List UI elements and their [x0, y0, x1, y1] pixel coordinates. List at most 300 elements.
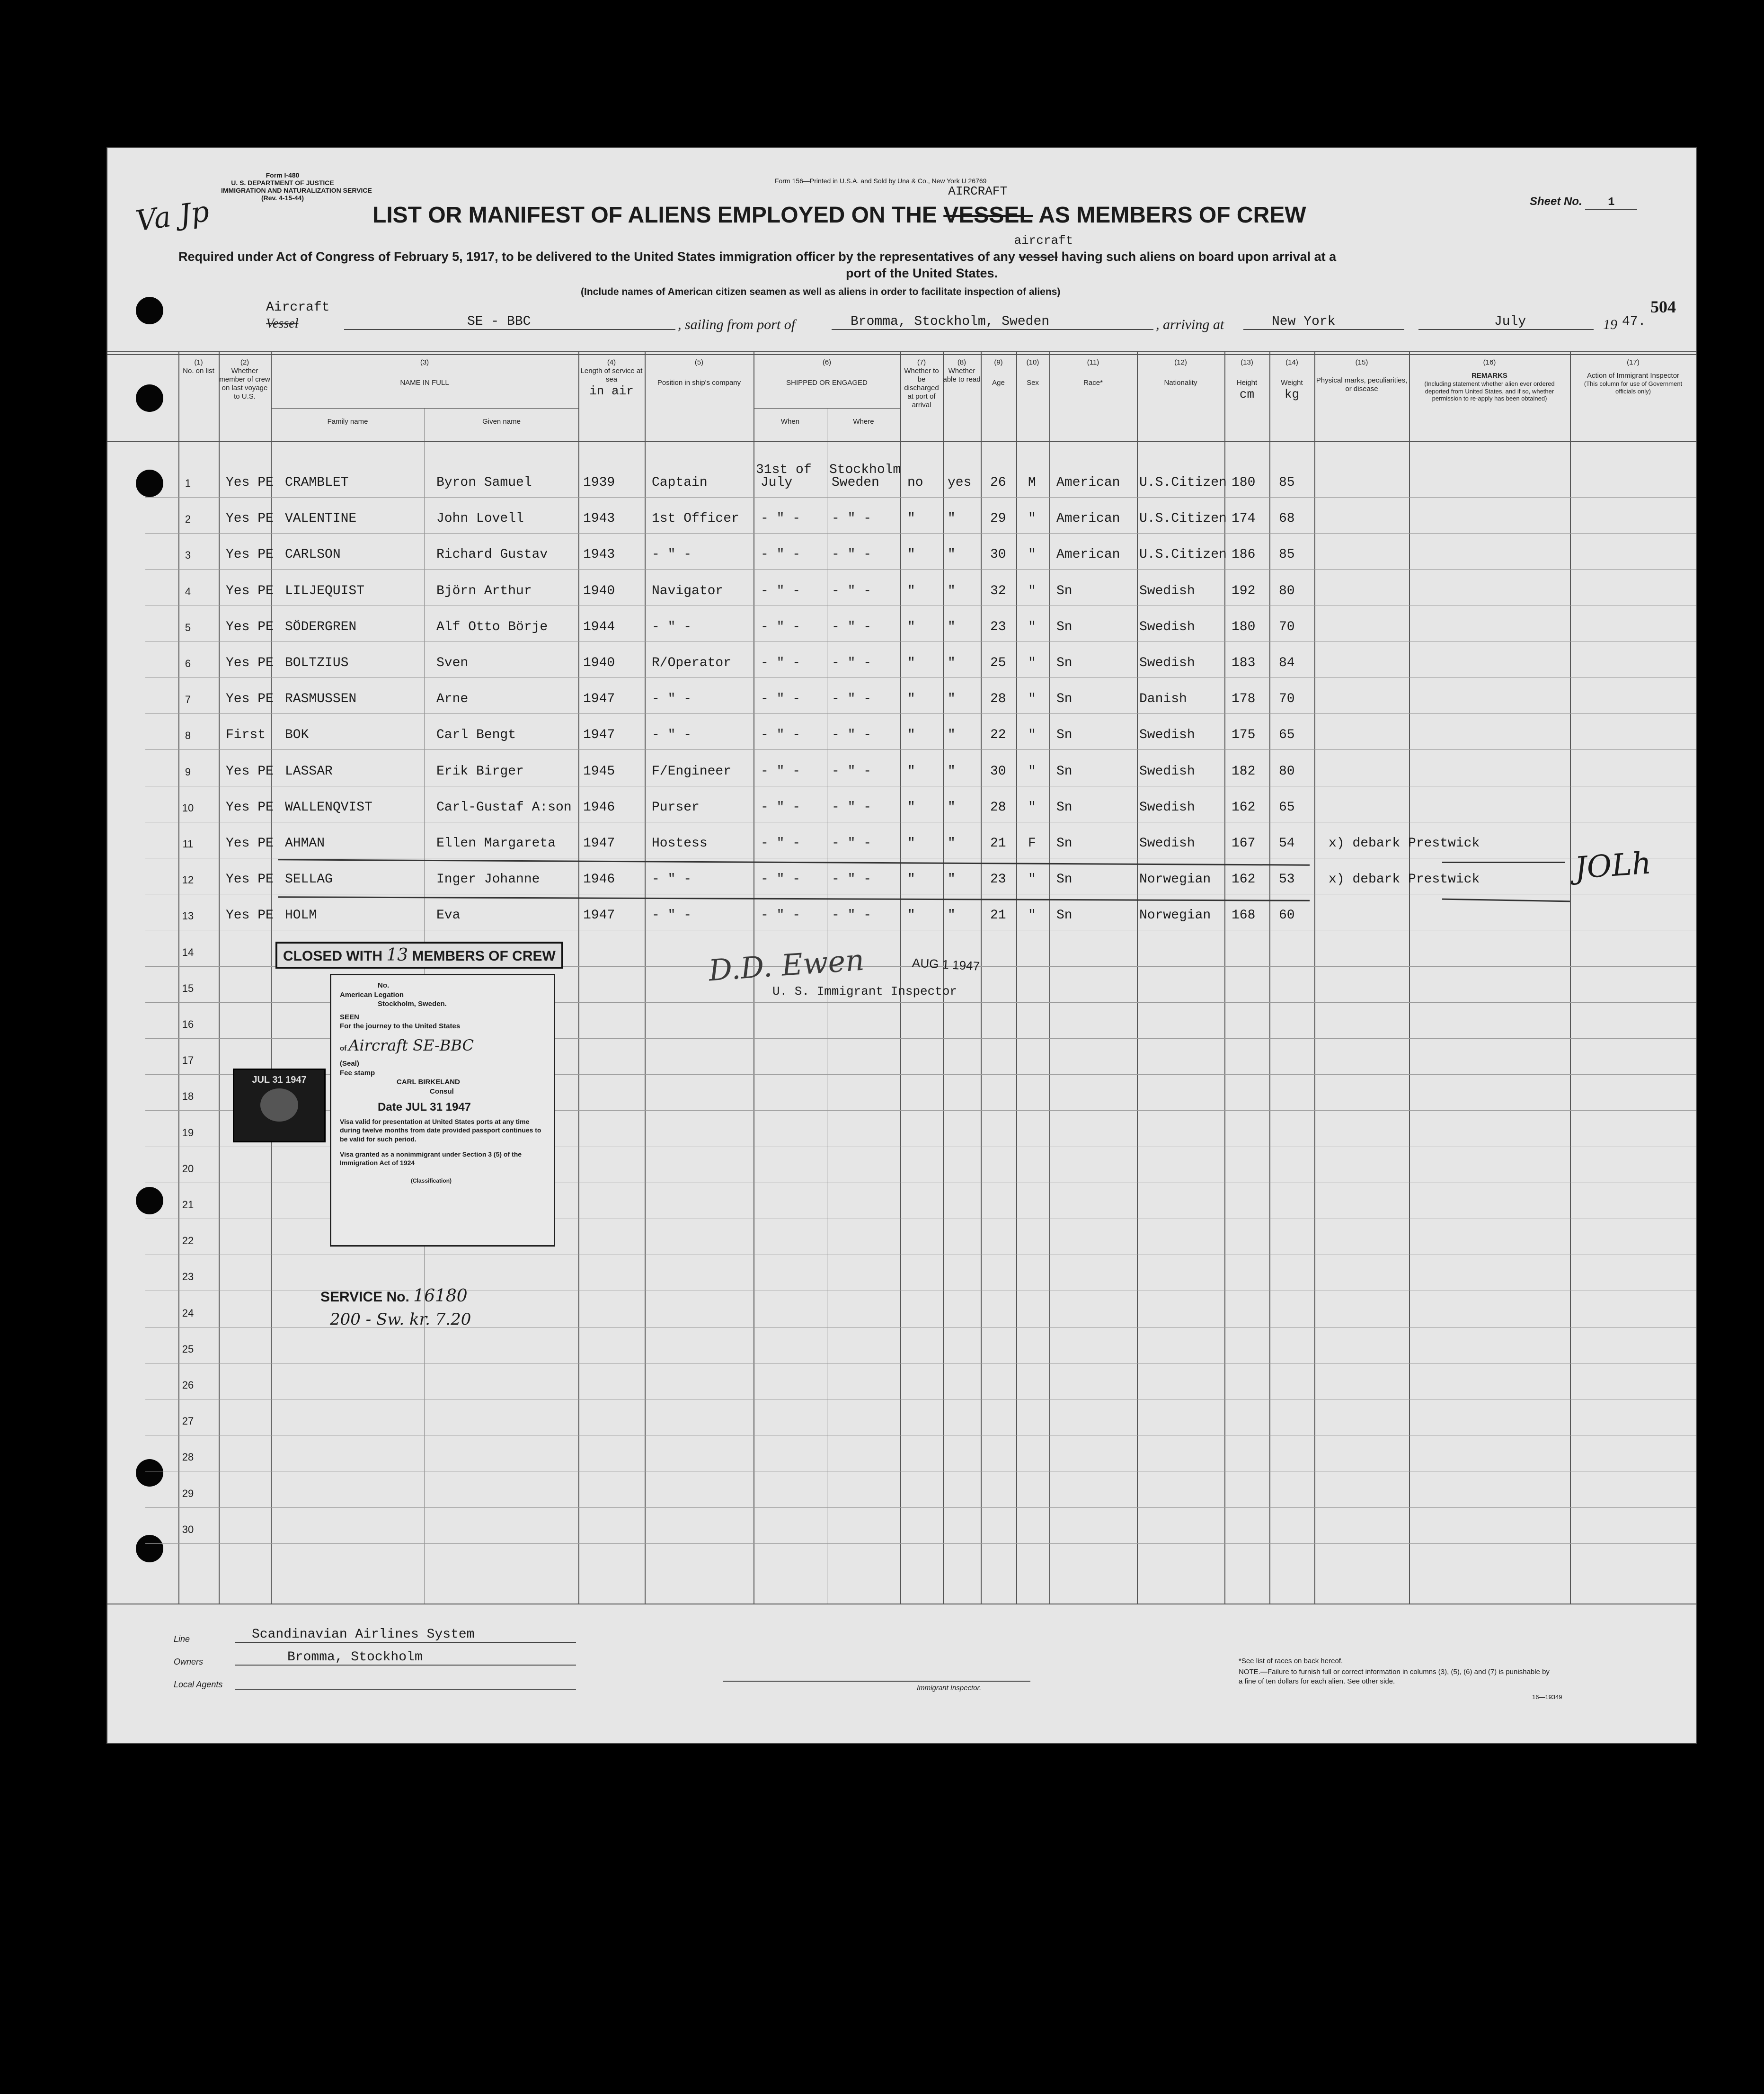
title-pre: LIST OR MANIFEST OF ALIENS EMPLOYED ON THE — [372, 203, 937, 228]
cell-position: Captain — [652, 475, 708, 490]
cell-discharge: " — [907, 764, 915, 779]
row-number: 2 — [185, 513, 191, 526]
row-number: 6 — [185, 658, 191, 669]
subtitle-text-b: having such aliens on board upon arrival at a — [1061, 249, 1337, 264]
col-line — [900, 351, 901, 1604]
subtitle-line-1 — [178, 233, 1337, 264]
col-head-8: (8) Whether able to read — [943, 358, 981, 383]
visa-seal: (Seal) — [340, 1060, 359, 1068]
col-line — [1016, 351, 1017, 1604]
cell-nationality: Swedish — [1139, 728, 1195, 743]
cell-sex: " — [1028, 583, 1036, 598]
cell-position: Hostess — [652, 836, 708, 851]
visa-no: No. — [378, 981, 390, 989]
fee-stamp — [233, 1069, 326, 1142]
cell-position: - " - — [652, 728, 692, 743]
cell-race: Sn — [1056, 728, 1073, 743]
row-number: 21 — [182, 1199, 194, 1211]
cell-height: 192 — [1232, 583, 1256, 598]
row-number: 29 — [182, 1487, 194, 1499]
cell-read: yes — [948, 475, 972, 490]
manifest-sheet — [106, 147, 1697, 1744]
cell-race: Sn — [1056, 656, 1073, 670]
col-head-4: (4) Length of service at sea in air — [580, 358, 643, 398]
cell-sex: F — [1028, 836, 1036, 851]
strike-remark-12 — [1442, 899, 1570, 902]
col-head-6-when: When — [780, 418, 800, 426]
cell-prev: Yes PE — [226, 656, 274, 670]
cell-prev: Yes PE — [226, 836, 274, 851]
footer-race-note: *See list of races on back hereof. — [1239, 1657, 1343, 1665]
col-head-6: (6) SHIPPED OR ENGAGED — [786, 358, 868, 387]
cell-where: Sweden — [832, 475, 879, 490]
cell-weight: 70 — [1279, 692, 1295, 707]
row-number: 22 — [182, 1235, 194, 1247]
cell-where: - " - — [832, 908, 872, 923]
row-rule — [145, 1543, 1696, 1544]
strike-row-11 — [278, 859, 1310, 865]
cell-where: - " - — [832, 547, 872, 562]
row-number: 30 — [182, 1523, 194, 1535]
cell-weight: 54 — [1279, 836, 1295, 851]
cell-when: - " - — [761, 728, 801, 743]
cell-remarks: x) debark Prestwick — [1329, 836, 1480, 851]
cell-when: - " - — [761, 764, 801, 779]
service-label: SERVICE No. — [320, 1289, 409, 1305]
vessel-label-insert: Aircraft — [266, 300, 330, 315]
col-line — [1409, 351, 1410, 1604]
cell-discharge: " — [907, 692, 915, 707]
col-head-9: (9) Age — [992, 358, 1005, 387]
row-rule — [145, 713, 1696, 714]
cell-when: - " - — [761, 656, 801, 670]
col-head-2: (2) Whether member of crew on last voyage to U.S. — [219, 358, 270, 401]
cell-read: " — [948, 728, 956, 743]
cell-position: F/Engineer — [652, 764, 732, 779]
title-insert-word: AIRCRAFT — [948, 184, 1008, 198]
cell-position: - " - — [652, 692, 692, 707]
visa-of: of — [340, 1044, 347, 1052]
arrival-month: July — [1418, 314, 1594, 330]
footer-owners-label: Owners — [174, 1657, 204, 1666]
cell-where: - " - — [832, 836, 872, 851]
row-number: 5 — [185, 621, 191, 633]
cell-discharge: " — [907, 836, 915, 851]
form-id-block — [221, 171, 372, 202]
cell-race: Sn — [1056, 872, 1073, 887]
col-head-13: (13) Height cm — [1236, 358, 1258, 401]
cell-position: - " - — [652, 619, 692, 634]
cell-where: - " - — [832, 692, 872, 707]
col-head-6-where: Where — [853, 418, 874, 426]
cell-given: Carl-Gustaf A:son — [436, 800, 572, 815]
cell-weight: 84 — [1279, 656, 1295, 670]
visa-date-value: JUL 31 1947 — [405, 1101, 471, 1114]
row-rule — [145, 1507, 1696, 1508]
row-number: 28 — [182, 1451, 194, 1463]
port-from: Bromma, Stockholm, Sweden — [832, 314, 1153, 330]
cell-age: 21 — [990, 836, 1006, 851]
cell-service: 1944 — [583, 619, 615, 634]
row-number: 20 — [182, 1162, 194, 1175]
visa-city: Stockholm, Sweden. — [378, 1000, 447, 1008]
cell-service: 1940 — [583, 656, 615, 670]
title-vessel-struck — [943, 184, 1033, 228]
sailing-label: , sailing from port of — [678, 317, 796, 332]
footer-penalty-note: NOTE.—Failure to furnish full or correct information in columns (3), (5), (6) and (7) is punishable by a fine of ten dollars for each alien. See other side. — [1239, 1668, 1550, 1685]
service-name: IMMIGRATION AND NATURALIZATION SERVICE — [221, 187, 372, 195]
cell-age: 22 — [990, 728, 1006, 743]
cell-prev: Yes PE — [226, 547, 274, 562]
cell-age: 28 — [990, 692, 1006, 707]
punch-hole — [136, 297, 163, 324]
cell-when: - " - — [761, 800, 801, 815]
footer-line-label: Line — [174, 1634, 190, 1644]
cell-race: American — [1056, 475, 1120, 490]
cell-age: 23 — [990, 872, 1006, 887]
sheet-value: 1 — [1585, 196, 1637, 210]
cell-discharge: " — [907, 511, 915, 526]
cell-height: 168 — [1232, 908, 1256, 923]
footer-agents-label: Local Agents — [174, 1680, 223, 1689]
visa-granted-text: Visa granted as a nonimmigrant under Section 3 (5) of the Immigration Act of 1924 — [340, 1150, 522, 1167]
subtitle-insert-word: aircraft — [1014, 233, 1073, 248]
cell-height: 162 — [1232, 872, 1256, 887]
cell-weight: 53 — [1279, 872, 1295, 887]
row-number: 8 — [185, 730, 191, 742]
cell-service: 1946 — [583, 872, 615, 887]
cell-weight: 65 — [1279, 728, 1295, 743]
cell-family: CARLSON — [285, 547, 341, 562]
col-head-10: (10) Sex — [1026, 358, 1039, 387]
row-number: 14 — [182, 946, 194, 958]
table-header-bottom — [107, 441, 1696, 442]
cell-given: Sven — [436, 656, 469, 670]
cell-service: 1947 — [583, 908, 615, 923]
row-rule — [145, 569, 1696, 570]
cell-weight: 85 — [1279, 475, 1295, 490]
cell-read: " — [948, 583, 956, 598]
subtitle-struck-word: vessel — [1019, 249, 1058, 264]
cell-discharge: " — [907, 547, 915, 562]
col-head-3-family: Family name — [327, 418, 368, 426]
footer-line-value: Scandinavian Airlines System — [235, 1627, 576, 1643]
name-sub-rule — [271, 408, 578, 409]
cell-discharge: " — [907, 872, 915, 887]
cell-where: - " - — [832, 764, 872, 779]
punch-hole — [136, 470, 163, 497]
cell-sex: " — [1028, 511, 1036, 526]
cell-age: 30 — [990, 547, 1006, 562]
cell-remarks: x) debark Prestwick — [1329, 872, 1480, 887]
cell-nationality: Swedish — [1139, 656, 1195, 670]
cell-family: LILJEQUIST — [285, 583, 365, 598]
cell-prev: First — [226, 728, 266, 743]
col-line — [1137, 351, 1138, 1604]
closed-stamp-pre: CLOSED WITH — [283, 948, 382, 964]
cell-weight: 65 — [1279, 800, 1295, 815]
col-head-14: (14) Weight kg — [1281, 358, 1303, 401]
cell-given: Björn Arthur — [436, 583, 532, 598]
table-top-rule-2 — [107, 354, 1696, 355]
cell-sex: " — [1028, 764, 1036, 779]
cell-discharge: " — [907, 800, 915, 815]
cell-sex: " — [1028, 692, 1036, 707]
visa-seen: SEEN — [340, 1013, 359, 1021]
visa-date-label: Date — [378, 1101, 403, 1114]
row-number: 7 — [185, 694, 191, 706]
cell-service: 1947 — [583, 692, 615, 707]
cell-nationality: U.S.Citizen — [1139, 475, 1227, 490]
sheet-label: Sheet No. — [1530, 195, 1582, 208]
arriving-label: , arriving at — [1156, 317, 1224, 332]
cell-given: Eva — [436, 908, 461, 923]
cell-position: - " - — [652, 547, 692, 562]
cell-read: " — [948, 619, 956, 634]
cell-nationality: Norwegian — [1139, 908, 1211, 923]
cell-prev: Yes PE — [226, 619, 274, 634]
cell-where: - " - — [832, 656, 872, 670]
cell-prev: Yes PE — [226, 872, 274, 887]
cell-discharge: " — [907, 583, 915, 598]
row-number: 16 — [182, 1018, 194, 1030]
footer-inspector-label: Immigrant Inspector. — [917, 1684, 982, 1692]
strike-remark-11 — [1442, 862, 1565, 863]
cell-family: LASSAR — [285, 764, 333, 779]
cell-nationality: U.S.Citizen — [1139, 511, 1227, 526]
cell-nationality: Danish — [1139, 692, 1187, 707]
subtitle-line-2: port of the United States. — [846, 266, 998, 280]
cell-height: 180 — [1232, 619, 1256, 634]
visa-journey: For the journey to the United States — [340, 1022, 461, 1030]
cell-when: - " - — [761, 547, 801, 562]
cell-height: 186 — [1232, 547, 1256, 562]
cell-age: 29 — [990, 511, 1006, 526]
col-line — [1049, 351, 1050, 1604]
cell-when: - " - — [761, 511, 801, 526]
cell-age: 23 — [990, 619, 1006, 634]
cell-service: 1943 — [583, 511, 615, 526]
cell-family: CRAMBLET — [285, 475, 349, 490]
cell-family: AHMAN — [285, 836, 325, 851]
cell-race: Sn — [1056, 800, 1073, 815]
cell-discharge: " — [907, 728, 915, 743]
col-head-17: (17) Action of Immigrant Inspector (This column for use of Government officials only) — [1584, 358, 1683, 395]
cell-weight: 70 — [1279, 619, 1295, 634]
cell-race: Sn — [1056, 908, 1073, 923]
sheet-number — [1530, 195, 1637, 210]
cell-when: - " - — [761, 619, 801, 634]
cell-weight: 68 — [1279, 511, 1295, 526]
cell-weight: 60 — [1279, 908, 1295, 923]
cell-where: - " - — [832, 511, 872, 526]
visa-signer-title: Consul — [430, 1087, 454, 1096]
row-number: 26 — [182, 1379, 194, 1391]
vessel-label-struck: Vessel — [266, 316, 299, 331]
visa-valid-text: Visa valid for presentation at United States ports at any time during twelve months from date provided passport continues to be valid for such period. — [340, 1118, 541, 1143]
cell-age: 26 — [990, 475, 1006, 490]
col-line — [1314, 351, 1315, 1604]
cell-position: - " - — [652, 908, 692, 923]
cell-where: - " - — [832, 728, 872, 743]
cell-height: 162 — [1232, 800, 1256, 815]
cell-weight: 85 — [1279, 547, 1295, 562]
closed-stamp — [275, 942, 563, 969]
cell-height: 182 — [1232, 764, 1256, 779]
cell-prev: Yes PE — [226, 692, 274, 707]
col-head-1: (1) No. on list — [183, 358, 214, 375]
cell-where: - " - — [832, 800, 872, 815]
year-prefix: 19 — [1603, 317, 1617, 332]
visa-legation: American Legation — [340, 990, 404, 999]
col-line — [943, 351, 944, 1604]
footer-agents-value — [235, 1673, 576, 1690]
row-number: 18 — [182, 1090, 194, 1103]
cell-race: Sn — [1056, 692, 1073, 707]
cell-prev: Yes PE — [226, 475, 274, 490]
col-line — [219, 351, 220, 1604]
cell-given: Arne — [436, 692, 469, 707]
subtitle-line-3: (Include names of American citizen seamen as well as aliens in order to facilitate inspection of aliens) — [581, 286, 1061, 297]
footer-owners-value: Bromma, Stockholm — [235, 1650, 576, 1666]
cell-when: July — [761, 475, 793, 490]
title-struck-word: VESSEL — [943, 203, 1033, 228]
col-head-5: (5) Position in ship's company — [657, 358, 741, 387]
row-number: 3 — [185, 549, 191, 561]
cell-prev: Yes PE — [226, 908, 274, 923]
cell-given: Byron Samuel — [436, 475, 532, 490]
cell-family: BOLTZIUS — [285, 656, 349, 670]
page-title — [372, 184, 1306, 228]
row-number: 12 — [182, 874, 194, 886]
cell-discharge: " — [907, 908, 915, 923]
cell-nationality: Swedish — [1139, 583, 1195, 598]
cell-family: SÖDERGREN — [285, 619, 357, 634]
footer-form-code: 16—19349 — [1532, 1693, 1562, 1701]
col-head-16: (16) REMARKS (Including statement whether alien ever ordered deported from United States, and if so, whether permission to re-apply has been obtained) — [1424, 358, 1555, 402]
closed-stamp-post: MEMBERS OF CREW — [412, 948, 556, 964]
cell-where: - " - — [832, 872, 872, 887]
cell-height: 175 — [1232, 728, 1256, 743]
col-line — [1224, 351, 1225, 1604]
row-number: 25 — [182, 1343, 194, 1355]
cell-given: Ellen Margareta — [436, 836, 556, 851]
visa-stamp — [330, 974, 555, 1247]
shipped-where-header: Stockholm — [829, 463, 901, 477]
visa-fee: Fee stamp — [340, 1069, 375, 1077]
cell-family: WALLENQVIST — [285, 800, 372, 815]
cell-race: Sn — [1056, 619, 1073, 634]
punch-hole — [136, 384, 163, 412]
row-number: 4 — [185, 585, 191, 597]
cell-nationality: Swedish — [1139, 619, 1195, 634]
cell-when: - " - — [761, 692, 801, 707]
cell-sex: " — [1028, 547, 1036, 562]
printer-line: Form 156—Printed in U.S.A. and Sold by Una & Co., New York U 26769 — [775, 177, 987, 185]
col-line — [578, 351, 579, 1604]
cell-service: 1947 — [583, 728, 615, 743]
cell-given: Erik Birger — [436, 764, 524, 779]
cell-family: SELLAG — [285, 872, 333, 887]
cell-where: - " - — [832, 583, 872, 598]
cell-read: " — [948, 656, 956, 670]
col-line — [981, 351, 982, 1604]
cell-race: American — [1056, 511, 1120, 526]
cell-height: 180 — [1232, 475, 1256, 490]
row-rule — [145, 497, 1696, 498]
cell-read: " — [948, 511, 956, 526]
cell-prev: Yes PE — [226, 764, 274, 779]
col-line — [271, 351, 272, 1604]
row-rule — [145, 677, 1696, 678]
col-head-11: (11) Race* — [1083, 358, 1103, 387]
cell-when: - " - — [761, 908, 801, 923]
cell-position: Navigator — [652, 583, 724, 598]
col-line — [645, 351, 646, 1604]
cell-given: Carl Bengt — [436, 728, 516, 743]
cell-service: 1939 — [583, 475, 615, 490]
cell-height: 174 — [1232, 511, 1256, 526]
cell-family: BOK — [285, 728, 309, 743]
cell-given: Inger Johanne — [436, 872, 540, 887]
cell-position: R/Operator — [652, 656, 732, 670]
cell-where: - " - — [832, 619, 872, 634]
strike-row-12 — [278, 896, 1310, 901]
form-revision: (Rev. 4-15-44) — [261, 194, 304, 202]
row-number: 19 — [182, 1126, 194, 1139]
cell-family: HOLM — [285, 908, 317, 923]
cell-given: John Lovell — [436, 511, 524, 526]
port-to: New York — [1243, 314, 1404, 330]
form-number: Form I-480 — [266, 171, 300, 179]
cell-read: " — [948, 908, 956, 923]
visa-classification: (Classification) — [411, 1177, 452, 1185]
cell-height: 178 — [1232, 692, 1256, 707]
cell-weight: 80 — [1279, 583, 1295, 598]
year-suffix: 47. — [1622, 314, 1646, 329]
department: U. S. DEPARTMENT OF JUSTICE — [231, 179, 334, 187]
cell-race: American — [1056, 547, 1120, 562]
inspector-signature-line — [723, 1681, 1030, 1682]
col-head-15: (15) Physical marks, peculiarities, or disease — [1316, 358, 1408, 393]
cell-sex: " — [1028, 908, 1036, 923]
cell-read: " — [948, 800, 956, 815]
cell-age: 32 — [990, 583, 1006, 598]
cell-position: Purser — [652, 800, 700, 815]
row-number: 10 — [182, 802, 194, 814]
cell-height: 167 — [1232, 836, 1256, 851]
cell-read: " — [948, 836, 956, 851]
row-number: 15 — [182, 982, 194, 994]
cell-when: - " - — [761, 583, 801, 598]
cell-family: RASMUSSEN — [285, 692, 357, 707]
service-note: 200 - Sw. kr. 7.20 — [330, 1310, 471, 1329]
row-number: 27 — [182, 1415, 194, 1427]
col-line — [1269, 351, 1270, 1604]
service-value: 16180 — [413, 1286, 468, 1306]
cell-race: Sn — [1056, 836, 1073, 851]
cell-sex: " — [1028, 800, 1036, 815]
cell-age: 25 — [990, 656, 1006, 670]
col-head-3: (3) NAME IN FULL — [400, 358, 449, 387]
visa-signer: CARL BIRKELAND — [397, 1078, 460, 1087]
service-number — [320, 1286, 468, 1306]
cell-race: Sn — [1056, 583, 1073, 598]
cell-age: 28 — [990, 800, 1006, 815]
shipped-when-header: 31st of — [756, 463, 812, 477]
cell-height: 183 — [1232, 656, 1256, 670]
row-number: 17 — [182, 1054, 194, 1067]
